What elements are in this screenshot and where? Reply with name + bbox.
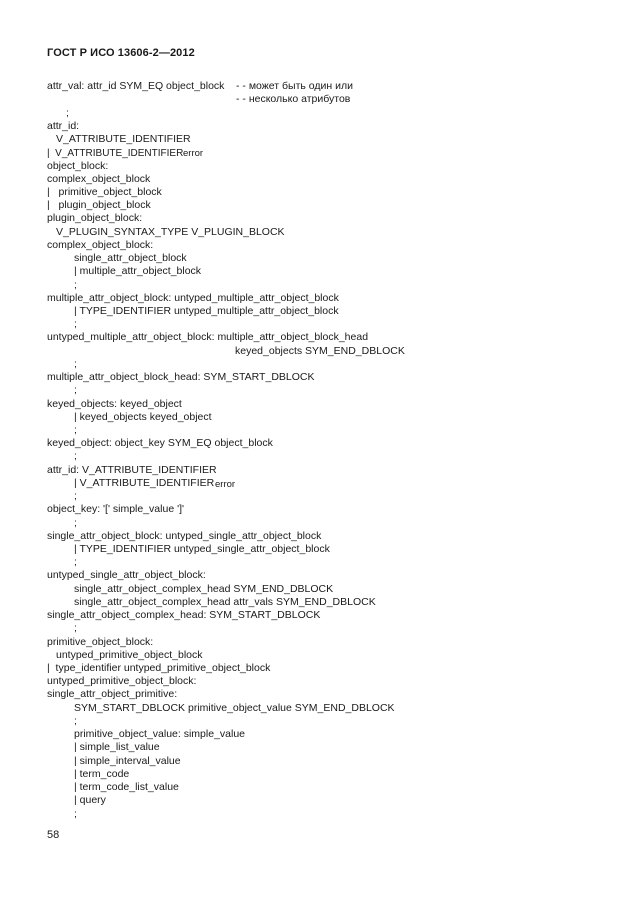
code-line: | V_ATTRIBUTE_IDENTIFIER: [74, 477, 215, 489]
code-line: | term_code: [74, 768, 130, 780]
code-line: primitive_object_block:: [47, 636, 154, 648]
code-line: single_attr_object_primitive:: [47, 688, 178, 700]
code-line: untyped_single_attr_object_block:: [47, 569, 206, 581]
code-line: | keyed_objects keyed_object: [74, 411, 212, 423]
code-line: ;: [74, 450, 77, 462]
code-line: ;: [74, 556, 77, 568]
code-line: ;: [74, 279, 77, 291]
code-line: error: [183, 148, 204, 159]
code-line: error: [215, 479, 236, 490]
code-line: complex_object_block:: [47, 239, 154, 251]
code-line: single_attr_object_block: untyped_single_attr_object_block: [47, 530, 322, 542]
code-line: object_key: '[' simple_value ']': [47, 503, 185, 515]
code-line: ;: [74, 358, 77, 370]
code-line: | simple_interval_value: [74, 755, 181, 767]
code-line: V_ATTRIBUTE_IDENTIFIER: [56, 133, 191, 145]
code-line: ;: [74, 490, 77, 502]
code-line: attr_id:: [47, 120, 80, 132]
comment-line: - - может быть один или: [236, 80, 353, 92]
code-line: | simple_list_value: [74, 741, 160, 753]
code-line: single_attr_object_complex_head: SYM_START_DBLOCK: [47, 609, 321, 621]
code-line: | query: [74, 794, 106, 806]
code-line: ;: [66, 107, 69, 119]
code-line: ;: [74, 715, 77, 727]
code-line: | plugin_object_block: [47, 199, 151, 211]
code-line: plugin_object_block:: [47, 212, 143, 224]
comment-line: - - несколько атрибутов: [236, 93, 351, 105]
code-line: single_attr_object_complex_head SYM_END_DBLOCK: [74, 583, 334, 595]
code-line: ;: [74, 384, 77, 396]
code-line: attr_id: V_ATTRIBUTE_IDENTIFIER: [47, 464, 217, 476]
code-line: multiple_attr_object_block: untyped_multiple_attr_object_block: [47, 292, 339, 304]
code-line: keyed_objects: keyed_object: [47, 398, 182, 410]
document-header: ГОСТ Р ИСО 13606-2—2012: [47, 47, 195, 59]
code-line: single_attr_object_block: [74, 252, 187, 264]
code-line: | TYPE_IDENTIFIER untyped_single_attr_object_block: [74, 543, 330, 555]
code-line: | type_identifier untyped_primitive_object_block: [47, 662, 271, 674]
code-line: complex_object_block: [47, 173, 151, 185]
code-line: | primitive_object_block: [47, 186, 162, 198]
code-line: single_attr_object_complex_head attr_vals SYM_END_DBLOCK: [74, 596, 376, 608]
code-line: object_block:: [47, 160, 109, 172]
code-line: | V_ATTRIBUTE_IDENTIFIER: [47, 148, 184, 159]
code-line: attr_val: attr_id SYM_EQ object_block: [47, 80, 225, 92]
code-line: | multiple_attr_object_block: [74, 265, 202, 277]
code-line: ;: [74, 517, 77, 529]
code-line: SYM_START_DBLOCK primitive_object_value SYM_END_DBLOCK: [74, 702, 395, 714]
code-line: keyed_objects SYM_END_DBLOCK: [235, 345, 405, 357]
code-line: ;: [74, 424, 77, 436]
code-line: untyped_primitive_object_block:: [47, 675, 197, 687]
code-line: keyed_object: object_key SYM_EQ object_block: [47, 437, 273, 449]
code-line: untyped_primitive_object_block: [56, 649, 203, 661]
page-number: 58: [47, 829, 60, 841]
code-line: multiple_attr_object_block_head: SYM_START_DBLOCK: [47, 371, 315, 383]
code-line: | TYPE_IDENTIFIER untyped_multiple_attr_object_block: [74, 305, 339, 317]
code-line: ;: [74, 622, 77, 634]
code-line: primitive_object_value: simple_value: [74, 728, 246, 740]
code-line: | term_code_list_value: [74, 781, 179, 793]
code-line: V_PLUGIN_SYNTAX_TYPE V_PLUGIN_BLOCK: [56, 226, 285, 238]
code-line: ;: [74, 808, 77, 820]
code-line: ;: [74, 318, 77, 330]
code-line: untyped_multiple_attr_object_block: multiple_attr_object_block_head: [47, 331, 369, 343]
